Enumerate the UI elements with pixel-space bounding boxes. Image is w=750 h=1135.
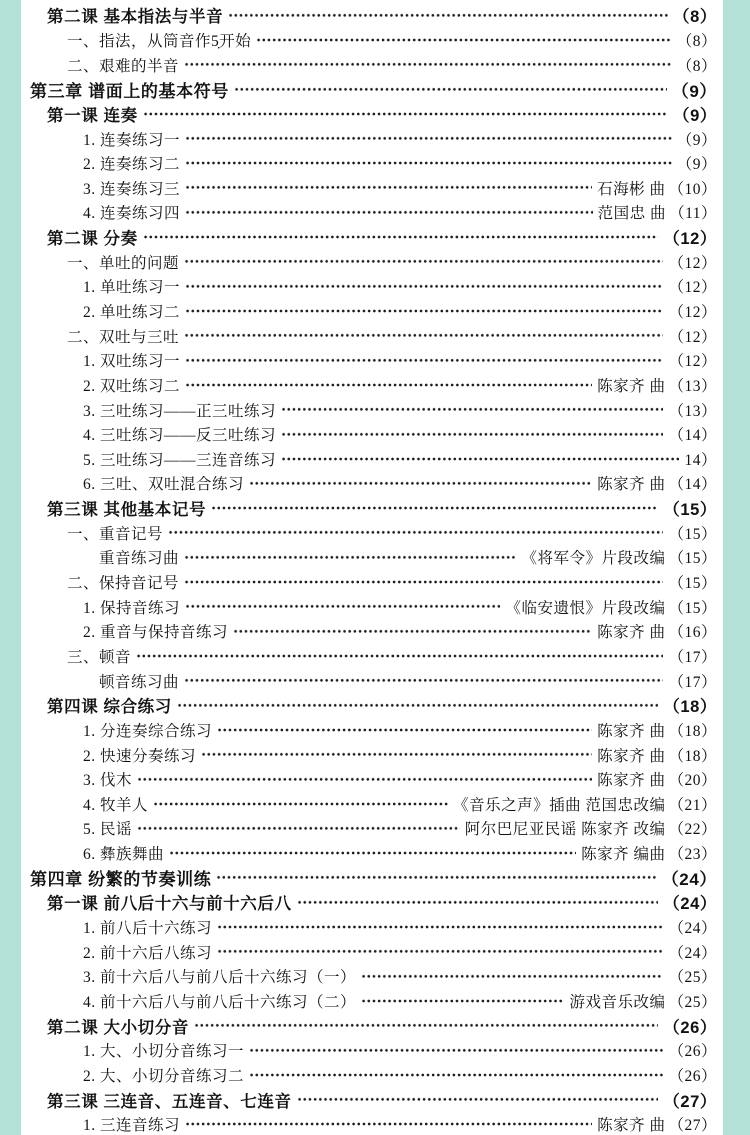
entry-author: 《临安遗恨》片段改编 xyxy=(505,599,666,617)
entry-author: 《将军令》片段改编 xyxy=(521,550,666,568)
entry-author: 阿尔巴尼亚民谣 陈家齐 改编 xyxy=(464,821,666,839)
entry-page-number: （13） xyxy=(668,377,717,395)
toc-entry xyxy=(21,200,723,225)
toc-entry xyxy=(21,274,723,299)
entry-title: 第二课 分奏 xyxy=(47,230,138,249)
entry-page-number: （25） xyxy=(668,969,717,987)
entry-author: 《音乐之声》插曲 范国忠改编 xyxy=(453,796,666,814)
entry-title: 1. 大、小切分音练习一 xyxy=(83,1043,245,1061)
entry-title: 1. 连奏练习一 xyxy=(83,131,181,149)
entry-title: 4. 三吐练习——反三吐练习 xyxy=(83,427,277,445)
dot-leader xyxy=(217,718,592,743)
toc-entry xyxy=(21,594,723,619)
entry-page-number: （15） xyxy=(668,599,717,617)
entry-title: 3. 连奏练习三 xyxy=(83,180,181,198)
dot-leader xyxy=(228,3,668,28)
toc-entry xyxy=(21,299,723,324)
entry-page-number: （9） xyxy=(671,81,717,101)
toc-entry xyxy=(21,644,723,669)
entry-page-number: （18） xyxy=(668,722,717,740)
toc-entry xyxy=(21,102,723,127)
entry-author: 游戏音乐改编 xyxy=(569,993,666,1011)
toc-entry xyxy=(21,175,723,200)
toc-entry xyxy=(21,767,723,792)
entry-title: 2. 大、小切分音练习二 xyxy=(83,1067,245,1085)
entry-page-number: 14） xyxy=(684,451,717,469)
entry-title: 1. 分连奏综合练习 xyxy=(83,722,213,740)
dot-leader xyxy=(184,323,663,348)
entry-page-number: （13） xyxy=(668,402,717,420)
dot-leader xyxy=(297,890,659,915)
entry-title: 2. 连奏练习二 xyxy=(83,156,181,174)
dot-leader xyxy=(184,545,516,570)
entry-page-number: （25） xyxy=(668,993,717,1011)
dot-leader xyxy=(184,249,663,274)
right-margin-strip xyxy=(723,0,750,1135)
entry-title: 第一课 前八后十六与前十六后八 xyxy=(47,895,292,914)
toc-entry xyxy=(21,964,723,989)
entry-title: 1. 前八后十六练习 xyxy=(83,920,213,938)
dot-leader xyxy=(169,841,576,866)
toc-entry xyxy=(21,225,723,250)
entry-title: 3. 伐木 xyxy=(83,772,133,790)
entry-page-number: （10） xyxy=(668,180,717,198)
dot-leader xyxy=(281,397,663,422)
dot-leader xyxy=(177,693,658,718)
entry-title: 第一课 连奏 xyxy=(47,106,138,125)
entry-page-number: （15） xyxy=(668,525,717,543)
toc-entry xyxy=(21,1063,723,1088)
toc-entry xyxy=(21,3,723,28)
entry-page-number: （15） xyxy=(663,501,717,520)
toc-entry xyxy=(21,545,723,570)
entry-page-number: （24） xyxy=(668,920,717,938)
entry-title: 二、艰难的半音 xyxy=(67,57,180,75)
entry-title: 顿音练习曲 xyxy=(99,673,180,691)
toc-entry xyxy=(21,373,723,398)
entry-page-number: （9） xyxy=(676,131,717,149)
dot-leader xyxy=(281,422,663,447)
dot-leader xyxy=(361,989,564,1014)
toc-entry xyxy=(21,792,723,817)
toc-entry xyxy=(21,126,723,151)
entry-page-number: （9） xyxy=(676,156,717,174)
dot-leader xyxy=(211,496,658,521)
entry-title: 1. 三连音练习 xyxy=(83,1117,181,1135)
entry-title: 第三课 三连音、五连音、七连音 xyxy=(47,1092,292,1111)
toc-entry xyxy=(21,348,723,373)
entry-page-number: （11） xyxy=(669,205,717,223)
entry-title: 第四章 纷繁的节奏训练 xyxy=(30,870,212,890)
entry-title: 一、指法，从筒音作5̣开始 xyxy=(67,32,252,50)
dot-leader xyxy=(137,767,592,792)
entry-page-number: （18） xyxy=(663,698,717,717)
toc-entry xyxy=(21,718,723,743)
entry-title: 二、双吐与三吐 xyxy=(67,328,180,346)
toc-entry xyxy=(21,397,723,422)
entry-author: 陈家齐 曲 xyxy=(597,1117,666,1135)
entry-page-number: （26） xyxy=(663,1018,717,1037)
dot-leader xyxy=(185,175,592,200)
toc-entry xyxy=(21,151,723,176)
entry-title: 6. 三吐、双吐混合练习 xyxy=(83,476,245,494)
entry-title: 4. 前十六后八与前八后十六练习（二） xyxy=(83,993,357,1011)
entry-title: 5. 民谣 xyxy=(83,821,133,839)
entry-title: 2. 快速分奏练习 xyxy=(83,747,197,765)
toc-entry xyxy=(21,619,723,644)
entry-title: 3. 三吐练习——正三吐练习 xyxy=(83,402,277,420)
entry-page-number: （14） xyxy=(668,476,717,494)
entry-title: 1. 单吐练习一 xyxy=(83,279,181,297)
dot-leader xyxy=(185,299,663,324)
dot-leader xyxy=(281,447,679,472)
entry-author: 陈家齐 曲 xyxy=(597,772,666,790)
entry-author: 范国忠 曲 xyxy=(597,205,667,223)
entry-page-number: （17） xyxy=(668,673,717,691)
dot-leader xyxy=(185,373,592,398)
dot-leader xyxy=(217,915,663,940)
dot-leader xyxy=(185,1112,592,1135)
entry-title: 1. 双吐练习一 xyxy=(83,353,181,371)
dot-leader xyxy=(168,520,663,545)
entry-page-number: （8） xyxy=(676,57,717,75)
left-margin-strip xyxy=(0,0,21,1135)
entry-title: 5. 三吐练习——三连音练习 xyxy=(83,451,277,469)
toc-entry xyxy=(21,1112,723,1135)
toc-entry xyxy=(21,496,723,521)
toc-entry xyxy=(21,890,723,915)
entry-author: 陈家齐 曲 xyxy=(597,722,666,740)
entry-author: 陈家齐 曲 xyxy=(597,377,666,395)
toc-list xyxy=(21,0,723,1135)
entry-page-number: （9） xyxy=(673,106,717,125)
toc-entry xyxy=(21,422,723,447)
toc-entry xyxy=(21,52,723,77)
toc-entry xyxy=(21,693,723,718)
entry-page-number: （15） xyxy=(668,550,717,568)
dot-leader xyxy=(137,816,460,841)
toc-entry xyxy=(21,471,723,496)
dot-leader xyxy=(249,1063,663,1088)
entry-title: 一、单吐的问题 xyxy=(67,254,180,272)
dot-leader xyxy=(217,939,663,964)
entry-page-number: （8） xyxy=(676,32,717,50)
entry-title: 三、顿音 xyxy=(67,648,132,666)
dot-leader xyxy=(361,964,663,989)
entry-title: 第四课 综合练习 xyxy=(47,698,172,717)
entry-page-number: （23） xyxy=(668,846,717,864)
entry-page-number: （8） xyxy=(673,8,717,27)
entry-page-number: （27） xyxy=(668,1117,717,1135)
entry-page-number: （12） xyxy=(668,279,717,297)
entry-page-number: （14） xyxy=(668,427,717,445)
toc-entry xyxy=(21,915,723,940)
entry-page-number: （12） xyxy=(663,230,717,249)
dot-leader xyxy=(143,225,659,250)
dot-leader xyxy=(233,619,592,644)
entry-title: 第三课 其他基本记号 xyxy=(47,501,207,520)
toc-entry xyxy=(21,1038,723,1063)
toc-entry xyxy=(21,989,723,1014)
entry-page-number: （20） xyxy=(668,772,717,790)
entry-page-number: （26） xyxy=(668,1043,717,1061)
entry-title: 一、重音记号 xyxy=(67,525,164,543)
entry-page-number: （15） xyxy=(668,575,717,593)
entry-title: 第三章 谱面上的基本符号 xyxy=(30,81,229,101)
entry-page-number: （12） xyxy=(668,328,717,346)
entry-page-number: （17） xyxy=(668,648,717,666)
toc-entry xyxy=(21,742,723,767)
dot-leader xyxy=(153,792,448,817)
toc-entry xyxy=(21,520,723,545)
entry-title: 2. 双吐练习二 xyxy=(83,377,181,395)
toc-entry xyxy=(21,249,723,274)
dot-leader xyxy=(234,77,667,102)
entry-page-number: （16） xyxy=(668,624,717,642)
entry-author: 陈家齐 曲 xyxy=(597,747,666,765)
entry-page-number: （22） xyxy=(668,821,717,839)
entry-title: 6. 彝族舞曲 xyxy=(83,846,165,864)
entry-title: 第二课 大小切分音 xyxy=(47,1018,189,1037)
toc-entry xyxy=(21,447,723,472)
toc-entry xyxy=(21,841,723,866)
dot-leader xyxy=(185,200,593,225)
dot-leader xyxy=(249,1038,663,1063)
toc-entry xyxy=(21,668,723,693)
dot-leader xyxy=(185,126,672,151)
toc-entry xyxy=(21,816,723,841)
entry-title: 2. 单吐练习二 xyxy=(83,304,181,321)
entry-page-number: （24） xyxy=(663,895,717,914)
toc-entry xyxy=(21,77,723,102)
entry-author: 陈家齐 曲 xyxy=(597,624,666,642)
entry-page-number: （12） xyxy=(668,304,717,321)
toc-entry xyxy=(21,323,723,348)
entry-page-number: （12） xyxy=(668,353,717,371)
dot-leader xyxy=(185,274,663,299)
entry-title: 第二课 基本指法与半音 xyxy=(47,8,224,27)
toc-entry xyxy=(21,939,723,964)
dot-leader xyxy=(297,1087,659,1112)
entry-author: 陈家齐 曲 xyxy=(597,476,666,494)
dot-leader xyxy=(194,1013,658,1038)
entry-title: 1. 保持音练习 xyxy=(83,599,181,617)
toc-entry xyxy=(21,570,723,595)
entry-page-number: （12） xyxy=(668,254,717,272)
toc-entry xyxy=(21,28,723,53)
entry-title: 二、保持音记号 xyxy=(67,575,180,593)
dot-leader xyxy=(185,594,500,619)
dot-leader xyxy=(216,865,656,890)
toc-entry xyxy=(21,1013,723,1038)
dot-leader xyxy=(185,151,672,176)
toc-entry xyxy=(21,865,723,890)
dot-leader xyxy=(256,28,671,53)
dot-leader xyxy=(136,644,663,669)
entry-page-number: （24） xyxy=(668,944,717,962)
dot-leader xyxy=(143,102,668,127)
entry-page-number: （18） xyxy=(668,747,717,765)
toc-entry xyxy=(21,1087,723,1112)
dot-leader xyxy=(184,52,672,77)
dot-leader xyxy=(249,471,592,496)
entry-page-number: （27） xyxy=(663,1092,717,1111)
entry-page-number: （26） xyxy=(668,1067,717,1085)
entry-title: 3. 前十六后八与前八后十六练习（一） xyxy=(83,969,357,987)
dot-leader xyxy=(185,348,663,373)
dot-leader xyxy=(184,570,663,595)
entry-title: 4. 牧羊人 xyxy=(83,796,149,814)
entry-author: 石海彬 曲 xyxy=(597,180,666,198)
entry-title: 2. 前十六后八练习 xyxy=(83,944,213,962)
dot-leader xyxy=(201,742,592,767)
dot-leader xyxy=(184,668,663,693)
entry-title: 重音练习曲 xyxy=(99,550,180,568)
entry-author: 陈家齐 编曲 xyxy=(581,846,666,864)
entry-title: 2. 重音与保持音练习 xyxy=(83,624,229,642)
entry-page-number: （21） xyxy=(668,796,717,814)
entry-title: 4. 连奏练习四 xyxy=(83,205,181,223)
entry-page-number: （24） xyxy=(661,870,717,890)
